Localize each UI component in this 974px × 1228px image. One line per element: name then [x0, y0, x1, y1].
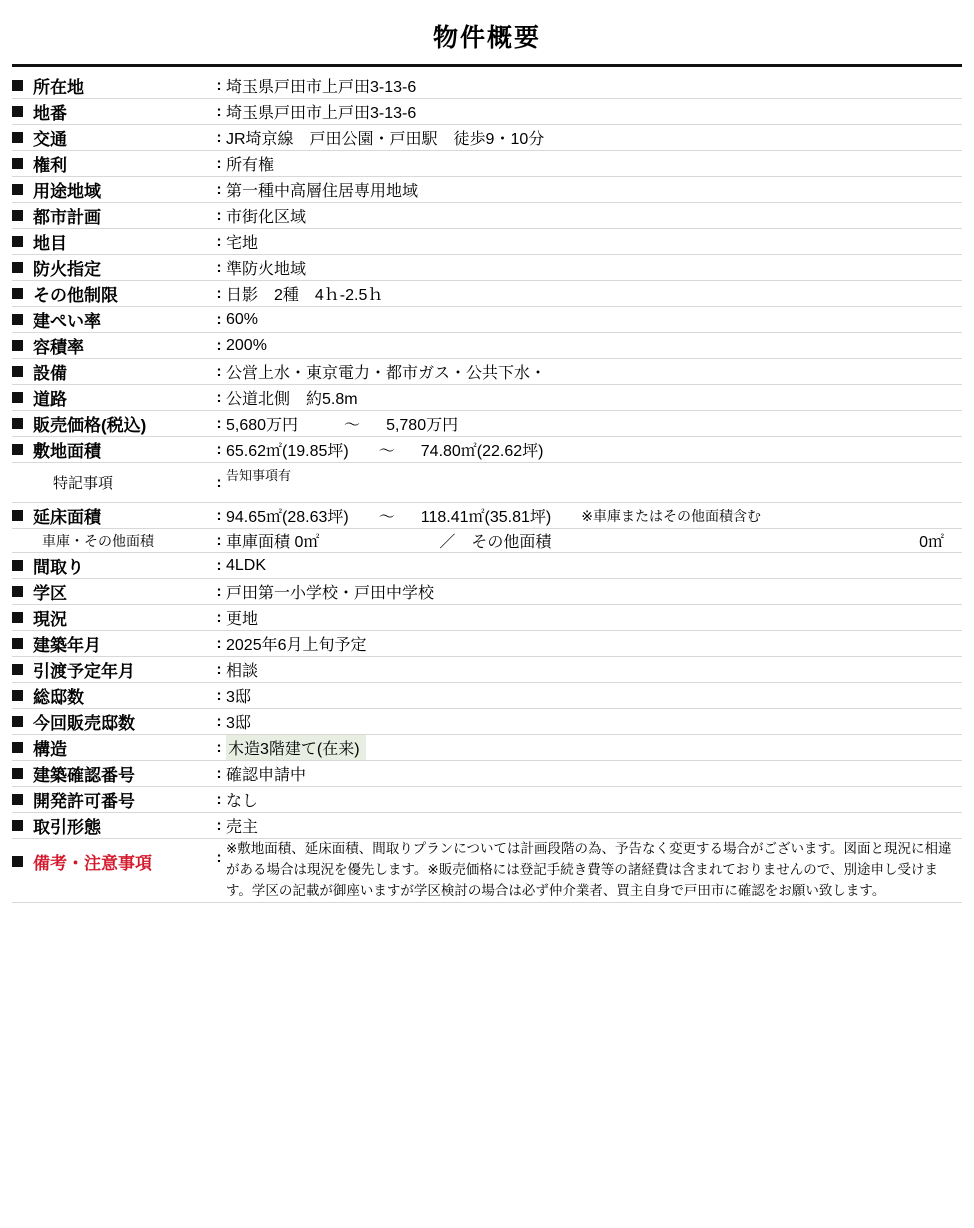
row-value [226, 463, 962, 503]
row-value: 埼玉県戸田市上戸田3-13-6 [226, 105, 417, 122]
price-tilde: 〜 [344, 417, 361, 434]
row-value: 3邸 [226, 689, 251, 706]
land-area-from: 65.62㎡(19.85坪) [226, 443, 349, 460]
row-label [12, 631, 212, 657]
other-area-value: 0㎡ [919, 534, 944, 551]
table-row [12, 813, 962, 839]
row-label-text: 総邸数 [33, 688, 84, 707]
row-value: 埼玉県戸田市上戸田3-13-6 [226, 79, 417, 96]
row-label [12, 839, 212, 903]
square-bullet-icon [12, 158, 23, 169]
page-title: 物件概要 [432, 24, 541, 52]
row-label-text: 建築年月 [33, 636, 101, 655]
row-label [12, 411, 212, 437]
land-area-to: 74.80㎡(22.62坪) [420, 443, 544, 460]
land-area-range [226, 438, 962, 461]
row-label-text: 敷地面積 [33, 442, 101, 461]
row-colon: : [216, 661, 222, 678]
table-row [12, 151, 962, 177]
square-bullet-icon [12, 210, 23, 221]
row-label-text: 地目 [33, 234, 67, 253]
row-label [12, 709, 212, 735]
row-value [226, 411, 962, 437]
table-row [12, 99, 962, 125]
table-row [12, 73, 962, 99]
table-row [12, 657, 962, 683]
table-row [12, 255, 962, 281]
row-label-text: 学区 [33, 584, 67, 603]
table-row [12, 683, 962, 709]
square-bullet-icon [12, 418, 23, 429]
row-value: 戸田第一小学校・戸田中学校 [226, 585, 435, 602]
land-area-tilde: 〜 [378, 443, 395, 460]
table-row-garage-area [12, 529, 962, 553]
square-bullet-icon [12, 106, 23, 117]
row-value: 60% [226, 310, 259, 328]
square-bullet-icon [12, 262, 23, 273]
row-value: 市街化区域 [226, 209, 307, 226]
row-colon: : [216, 155, 222, 172]
square-bullet-icon [12, 366, 23, 377]
row-value: 相談 [226, 663, 259, 680]
row-value: 公営上水・東京電力・都市ガス・公共下水・ [226, 365, 547, 382]
row-colon: : [216, 77, 222, 94]
row-label [12, 761, 212, 787]
row-label: 特記事項 [53, 475, 114, 492]
row-colon: : [216, 233, 222, 250]
floor-area-from: 94.65㎡(28.63坪) [226, 509, 349, 526]
floor-area-to: 118.41㎡(35.81坪) [420, 509, 552, 526]
row-label [12, 307, 212, 333]
row-colon: : [216, 415, 222, 432]
row-label [12, 151, 212, 177]
table-row [12, 579, 962, 605]
row-value: 2025年6月上旬予定 [226, 637, 367, 654]
notes-value: ※敷地面積、延床面積、間取りプランについては計画段階の為、予告なく変更する場合がございます。図面と現況に相違がある場合は現況を優先します。※販売価格には登記手続き費等の諸経費は含まれておりませんので、別途申し受けます。学区の記載が御座いますが学区検討の場合は必ず仲介業者、買主自身で戸田市に確認をお願い致します。 [226, 841, 952, 898]
row-label-text: 現況 [33, 610, 67, 629]
row-colon: : [216, 791, 222, 808]
row-label-text: 販売価格(税込) [33, 416, 147, 435]
square-bullet-icon [12, 510, 23, 521]
row-value [226, 437, 962, 463]
table-row [12, 307, 962, 333]
row-colon: : [216, 849, 222, 866]
row-colon: : [216, 129, 222, 146]
row-label-text: 取引形態 [33, 818, 101, 837]
row-value: 第一種中高層住居専用地域 [226, 183, 419, 200]
garage-area-value: 車庫面積 0㎡ [226, 534, 320, 551]
row-label [12, 73, 212, 99]
table-row [12, 177, 962, 203]
row-colon: : [216, 363, 222, 380]
row-label-text: 道路 [33, 390, 67, 409]
special-note-text: 告知事項有 [226, 468, 292, 483]
square-bullet-icon [12, 184, 23, 195]
square-bullet-icon [12, 690, 23, 701]
row-colon: : [216, 259, 222, 276]
row-label-text: 設備 [33, 364, 67, 383]
row-label [12, 579, 212, 605]
row-label [12, 333, 212, 359]
price-from: 5,680万円 [226, 417, 299, 434]
row-label-text: 権利 [33, 156, 67, 175]
square-bullet-icon [12, 820, 23, 831]
row-label-text: 開発許可番号 [33, 792, 135, 811]
row-label [12, 605, 212, 631]
spec-table [12, 73, 962, 903]
row-label [12, 683, 212, 709]
row-value: なし [226, 793, 259, 810]
square-bullet-icon [12, 716, 23, 727]
row-value: 準防火地域 [226, 261, 307, 278]
square-bullet-icon [12, 586, 23, 597]
row-colon: : [216, 609, 222, 626]
row-value: 所有権 [226, 157, 275, 174]
floor-area-range [226, 504, 962, 527]
title-divider [12, 64, 962, 67]
row-label [12, 177, 212, 203]
table-row [12, 761, 962, 787]
table-row [12, 281, 962, 307]
row-value: JR埼京線 戸田公園・戸田駅 徒歩9・10分 [226, 131, 545, 148]
table-row-price [12, 411, 962, 437]
row-label [12, 657, 212, 683]
table-row [12, 631, 962, 657]
row-label-text: 交通 [33, 130, 67, 149]
row-label-text: 引渡予定年月 [33, 662, 135, 681]
square-bullet-icon [12, 288, 23, 299]
row-label [12, 281, 212, 307]
row-colon: : [216, 285, 222, 302]
row-label [12, 99, 212, 125]
row-label-text: 用途地域 [33, 182, 101, 201]
price-to: 5,780万円 [386, 417, 459, 434]
price-range [226, 412, 962, 435]
table-row-floor-area [12, 503, 962, 529]
row-colon: : [216, 739, 222, 756]
square-bullet-icon [12, 340, 23, 351]
row-colon: : [216, 474, 222, 491]
row-label-text: 防火指定 [33, 260, 101, 279]
square-bullet-icon [12, 236, 23, 247]
row-label-text: 構造 [33, 740, 67, 759]
spec-table-body [12, 73, 962, 902]
square-bullet-icon [12, 560, 23, 571]
row-label-text: 容積率 [33, 338, 84, 357]
garage-area-line [226, 529, 962, 552]
row-colon: : [216, 389, 222, 406]
notes-label-text: 備考・注意事項 [33, 854, 152, 873]
row-value: 4LDK [226, 556, 267, 574]
table-row [12, 787, 962, 813]
floor-area-tilde: 〜 [378, 509, 395, 526]
row-value: 公道北側 約5.8m [226, 391, 358, 408]
table-row-land-area [12, 437, 962, 463]
table-row [12, 359, 962, 385]
row-label-text: 今回販売邸数 [33, 714, 135, 733]
row-label-text: 所在地 [33, 78, 84, 97]
square-bullet-icon [12, 794, 23, 805]
row-label-text: 延床面積 [33, 508, 101, 527]
table-row-structure [12, 735, 962, 761]
square-bullet-icon [12, 856, 23, 867]
square-bullet-icon [12, 392, 23, 403]
square-bullet-icon [12, 314, 23, 325]
row-colon: : [216, 207, 222, 224]
square-bullet-icon [12, 638, 23, 649]
garage-slash: ／ [439, 534, 456, 551]
row-label-text: 建ぺい率 [33, 312, 101, 331]
floor-area-note: ※車庫またはその他面積含む [581, 507, 761, 524]
row-label [12, 125, 212, 151]
row-colon: : [216, 583, 222, 600]
table-row [12, 229, 962, 255]
row-label-text: その他制限 [33, 286, 118, 305]
row-value: 日影 2種 4ｈ-2.5ｈ [226, 287, 384, 304]
square-bullet-icon [12, 664, 23, 675]
other-area-label: その他面積 [471, 534, 552, 551]
row-label [12, 359, 212, 385]
row-label-text: 間取り [33, 558, 84, 577]
square-bullet-icon [12, 444, 23, 455]
row-colon: : [216, 687, 222, 704]
row-colon: : [216, 103, 222, 120]
row-value [226, 529, 962, 553]
row-label: 車庫・その他面積 [42, 532, 154, 549]
row-colon: : [216, 181, 222, 198]
row-label [12, 437, 212, 463]
structure-value-highlight: 木造3階建て(在来) [226, 735, 366, 760]
row-label-text: 都市計画 [33, 208, 101, 227]
square-bullet-icon [12, 768, 23, 779]
row-value: 宅地 [226, 235, 259, 252]
row-colon: : [216, 817, 222, 834]
square-bullet-icon [12, 132, 23, 143]
row-label [12, 385, 212, 411]
row-colon: : [216, 765, 222, 782]
row-colon: : [216, 532, 222, 549]
row-colon: : [216, 635, 222, 652]
table-row [12, 385, 962, 411]
row-value: 200% [226, 336, 267, 354]
row-colon: : [216, 337, 222, 354]
row-label [12, 813, 212, 839]
table-row [12, 709, 962, 735]
table-row [12, 605, 962, 631]
table-row-special-notes [12, 463, 962, 503]
row-label [12, 503, 212, 529]
row-value [226, 735, 962, 761]
row-colon: : [216, 557, 222, 574]
row-value: 更地 [226, 611, 259, 628]
row-value: 確認申請中 [226, 767, 307, 784]
row-value: 売主 [226, 819, 259, 836]
row-colon: : [216, 311, 222, 328]
square-bullet-icon [12, 742, 23, 753]
table-row [12, 203, 962, 229]
row-value: 3邸 [226, 715, 251, 732]
table-row [12, 553, 962, 579]
table-row [12, 333, 962, 359]
table-row [12, 125, 962, 151]
square-bullet-icon [12, 80, 23, 91]
row-label [12, 203, 212, 229]
row-colon: : [216, 441, 222, 458]
row-value [226, 503, 962, 529]
row-label-text: 地番 [33, 104, 67, 123]
square-bullet-icon [12, 612, 23, 623]
row-colon: : [216, 507, 222, 524]
row-label [12, 735, 212, 761]
row-label [12, 553, 212, 579]
table-row-notes [12, 839, 962, 903]
row-colon: : [216, 713, 222, 730]
row-label [12, 255, 212, 281]
row-label [12, 229, 212, 255]
row-label-text: 建築確認番号 [33, 766, 135, 785]
row-label [12, 787, 212, 813]
